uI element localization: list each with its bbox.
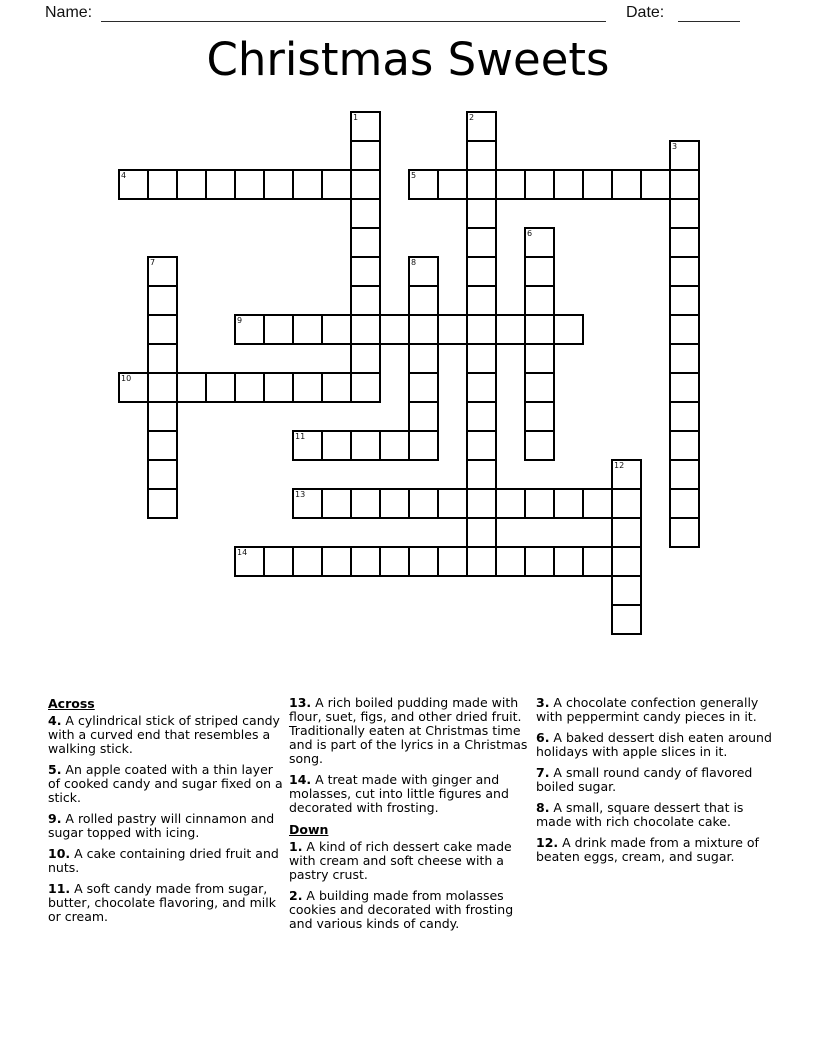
clue-number-label: 11. xyxy=(48,881,71,896)
grid-cell xyxy=(205,372,236,403)
grid-cell-1 xyxy=(350,111,381,142)
grid-cell xyxy=(495,314,526,345)
date-label: Date: xyxy=(626,4,665,21)
clue-number: 2 xyxy=(469,113,475,122)
grid-cell xyxy=(350,430,381,461)
clue-number: 13 xyxy=(295,490,306,499)
grid-cell xyxy=(466,227,497,258)
grid-cell xyxy=(408,314,439,345)
clue-number-label: 1. xyxy=(289,839,303,854)
grid-cell xyxy=(437,314,468,345)
grid-cell xyxy=(350,140,381,171)
grid-cell xyxy=(495,169,526,200)
grid-cell xyxy=(524,430,555,461)
grid-cell-10 xyxy=(118,372,149,403)
grid-cell xyxy=(524,314,555,345)
grid-cell xyxy=(408,343,439,374)
grid-cell xyxy=(669,459,700,490)
grid-cell xyxy=(669,198,700,229)
across-header: Across xyxy=(48,696,95,711)
clue-number: 5 xyxy=(411,171,417,180)
grid-cell xyxy=(292,169,323,200)
grid-cell xyxy=(669,488,700,519)
grid-cell xyxy=(263,372,294,403)
grid-cell-14 xyxy=(234,546,265,577)
clue-down-6: 6. A baked dessert dish eaten around holidays with apple slices in it. xyxy=(536,730,772,759)
clue-number: 6 xyxy=(527,229,533,238)
clue-number: 1 xyxy=(353,113,359,122)
grid-cell xyxy=(669,314,700,345)
grid-cell-2 xyxy=(466,111,497,142)
down-header: Down xyxy=(289,822,329,837)
grid-cell xyxy=(176,169,207,200)
grid-cell xyxy=(582,169,613,200)
grid-cell xyxy=(350,285,381,316)
grid-cell xyxy=(292,372,323,403)
grid-cell xyxy=(553,546,584,577)
grid-cell xyxy=(408,372,439,403)
clue-number: 8 xyxy=(411,258,417,267)
grid-cell xyxy=(611,169,642,200)
grid-cell xyxy=(582,488,613,519)
grid-cell xyxy=(466,343,497,374)
grid-cell xyxy=(495,488,526,519)
clue-column-2 xyxy=(289,696,532,938)
grid-cell xyxy=(669,343,700,374)
clue-across-13: 13. A rich boiled pudding made with flour, suet, figs, and other dried fruit. Traditionally eaten at Christmas time and is part of the lyrics in a Christmas song. xyxy=(289,695,528,766)
clue-across-10: 10. A cake containing dried fruit and nuts. xyxy=(48,846,279,875)
grid-cell xyxy=(524,372,555,403)
clue-across-14: 14. A treat made with ginger and molasses, cut into little figures and decorated with frosting. xyxy=(289,772,509,815)
clue-number: 11 xyxy=(295,432,306,441)
grid-cell xyxy=(408,285,439,316)
grid-cell xyxy=(437,488,468,519)
grid-cell-12 xyxy=(611,459,642,490)
grid-cell xyxy=(321,488,352,519)
clue-down-1: 1. A kind of rich dessert cake made with cream and soft cheese with a pastry crust. xyxy=(289,839,512,882)
grid-cell xyxy=(611,575,642,606)
grid-cell-4 xyxy=(118,169,149,200)
grid-cell xyxy=(350,256,381,287)
grid-cell xyxy=(408,401,439,432)
grid-cell xyxy=(611,517,642,548)
clue-number: 3 xyxy=(672,142,678,151)
grid-cell xyxy=(524,488,555,519)
grid-cell xyxy=(437,546,468,577)
clue-down-12: 12. A drink made from a mixture of beaten eggs, cream, and sugar. xyxy=(536,835,759,864)
grid-cell xyxy=(466,488,497,519)
grid-cell xyxy=(263,314,294,345)
clue-number: 9 xyxy=(237,316,243,325)
grid-cell xyxy=(669,517,700,548)
grid-cell xyxy=(408,488,439,519)
grid-cell xyxy=(321,314,352,345)
grid-cell xyxy=(466,372,497,403)
grid-cell xyxy=(466,459,497,490)
grid-cell xyxy=(611,488,642,519)
grid-cell xyxy=(466,401,497,432)
grid-cell xyxy=(466,198,497,229)
grid-cell xyxy=(350,372,381,403)
grid-cell xyxy=(350,198,381,229)
grid-cell xyxy=(292,546,323,577)
grid-cell xyxy=(669,227,700,258)
grid-cell xyxy=(147,430,178,461)
grid-cell-8 xyxy=(408,256,439,287)
grid-cell xyxy=(466,314,497,345)
clue-number-label: 7. xyxy=(536,765,550,780)
grid-cell xyxy=(234,372,265,403)
grid-cell xyxy=(524,285,555,316)
grid-cell xyxy=(582,546,613,577)
grid-cell xyxy=(379,546,410,577)
clue-number-label: 10. xyxy=(48,846,71,861)
grid-cell xyxy=(611,604,642,635)
grid-cell xyxy=(379,314,410,345)
clue-number: 7 xyxy=(150,258,156,267)
clue-number: 14 xyxy=(237,548,248,557)
grid-cell-6 xyxy=(524,227,555,258)
clue-across-9: 9. A rolled pastry will cinnamon and sugar topped with icing. xyxy=(48,811,275,840)
grid-cell xyxy=(321,372,352,403)
grid-cell xyxy=(379,430,410,461)
grid-cell xyxy=(147,372,178,403)
grid-cell-7 xyxy=(147,256,178,287)
grid-cell xyxy=(466,256,497,287)
grid-cell xyxy=(553,169,584,200)
grid-cell xyxy=(350,169,381,200)
grid-cell xyxy=(147,169,178,200)
grid-cell xyxy=(350,488,381,519)
name-label: Name: xyxy=(45,4,93,21)
puzzle-title: Christmas Sweets xyxy=(206,33,610,86)
grid-cell xyxy=(147,459,178,490)
grid-cell xyxy=(553,314,584,345)
grid-cell xyxy=(147,343,178,374)
grid-cell xyxy=(408,430,439,461)
grid-cell xyxy=(524,256,555,287)
grid-cell xyxy=(669,285,700,316)
grid-cell xyxy=(524,401,555,432)
clue-number: 4 xyxy=(121,171,127,180)
grid-cell xyxy=(263,546,294,577)
grid-cell xyxy=(669,430,700,461)
grid-cell xyxy=(147,401,178,432)
clue-across-5: 5. An apple coated with a thin layer of cooked candy and sugar fixed on a stick. xyxy=(48,762,283,805)
grid-cell xyxy=(379,488,410,519)
grid-cell xyxy=(640,169,671,200)
clue-number-label: 5. xyxy=(48,762,62,777)
grid-cell xyxy=(669,372,700,403)
grid-cell xyxy=(292,314,323,345)
clue-number: 10 xyxy=(121,374,132,383)
grid-cell xyxy=(176,372,207,403)
clue-column-3 xyxy=(536,696,778,871)
grid-cell xyxy=(669,169,700,200)
grid-cell xyxy=(553,488,584,519)
grid-cell xyxy=(263,169,294,200)
grid-cell xyxy=(350,343,381,374)
grid-cell xyxy=(466,169,497,200)
grid-cell xyxy=(147,488,178,519)
grid-cell xyxy=(234,169,265,200)
grid-cell xyxy=(466,546,497,577)
grid-cell xyxy=(205,169,236,200)
grid-cell-5 xyxy=(408,169,439,200)
grid-cell xyxy=(524,343,555,374)
clue-number-label: 12. xyxy=(536,835,559,850)
clue-across-11: 11. A soft candy made from sugar, butter, chocolate flavoring, and milk or cream. xyxy=(48,881,276,924)
grid-cell xyxy=(611,546,642,577)
grid-cell xyxy=(350,227,381,258)
grid-cell xyxy=(321,546,352,577)
grid-cell xyxy=(466,430,497,461)
grid-cell xyxy=(466,140,497,171)
grid-cell xyxy=(524,546,555,577)
grid-cell xyxy=(466,285,497,316)
clue-number-label: 6. xyxy=(536,730,550,745)
clue-down-3: 3. A chocolate confection generally with peppermint candy pieces in it. xyxy=(536,695,759,724)
grid-cell xyxy=(669,401,700,432)
clue-number-label: 8. xyxy=(536,800,550,815)
clue-column-1 xyxy=(48,696,286,931)
grid-cell xyxy=(321,430,352,461)
grid-cell xyxy=(495,546,526,577)
grid-cell xyxy=(408,546,439,577)
clue-number-label: 9. xyxy=(48,811,62,826)
clue-across-4: 4. A cylindrical stick of striped candy with a curved end that resembles a walking stick. xyxy=(48,713,280,756)
grid-cell xyxy=(466,517,497,548)
grid-cell-3 xyxy=(669,140,700,171)
clue-number-label: 2. xyxy=(289,888,303,903)
grid-cell xyxy=(350,314,381,345)
grid-cell xyxy=(350,546,381,577)
clue-number-label: 3. xyxy=(536,695,550,710)
clue-number-label: 4. xyxy=(48,713,62,728)
grid-cell xyxy=(437,169,468,200)
grid-cell-9 xyxy=(234,314,265,345)
grid-cell xyxy=(321,169,352,200)
clue-number: 12 xyxy=(614,461,625,470)
grid-cell-11 xyxy=(292,430,323,461)
grid-cell-13 xyxy=(292,488,323,519)
clue-down-7: 7. A small round candy of flavored boiled sugar. xyxy=(536,765,753,794)
grid-cell xyxy=(147,285,178,316)
clue-down-8: 8. A small, square dessert that is made with rich chocolate cake. xyxy=(536,800,744,829)
clue-number-label: 14. xyxy=(289,772,312,787)
grid-cell xyxy=(147,314,178,345)
clue-down-2: 2. A building made from molasses cookies and decorated with frosting and various kinds of candy. xyxy=(289,888,514,931)
grid-cell xyxy=(669,256,700,287)
clue-number-label: 13. xyxy=(289,695,312,710)
grid-cell xyxy=(524,169,555,200)
